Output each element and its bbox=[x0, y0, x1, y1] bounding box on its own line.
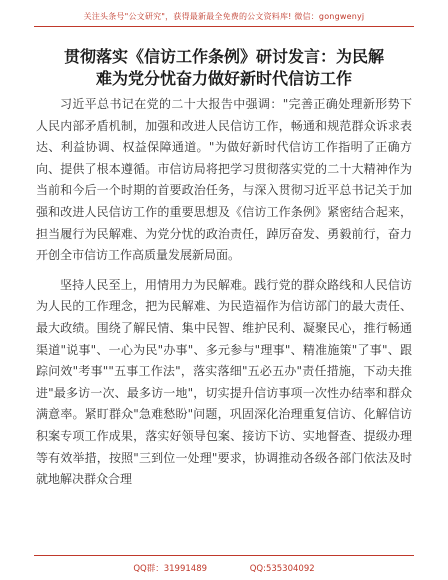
document-body bbox=[36, 94, 412, 499]
footer-qq-contact: QQ:535304092 bbox=[249, 564, 315, 574]
paragraph-2: 坚持人民至上，用情用力为民解难。践行党的群众路线和人民信访为人民的工作理念，把为民解难、为民造福作为信访部门的最大责任、最大政绩。围绕了解民情、集中民智、维护民利、凝聚民心，推行畅通渠道"说事"、一心为民"办事"、多元参与"理事"、精准施策"了事"、跟踪问效"考事""五事工作法"，落实落细"五必五办"责任措施，下动夫推进"最多访一次、最多访一地"，切实提升信访事项一次性办结率和群众满意率。紧盯群众"急难愁盼"问题，巩固深化治理重复信访、化解信访积案专项工作成果，落实好领导包案、接访下访、实地督查、提级办理等有效举措，按照"三到位一处理"要求，协调推动各级各部门依法及时就地解决群众合理 bbox=[36, 277, 412, 487]
page-title bbox=[34, 46, 414, 90]
header-divider bbox=[34, 26, 414, 27]
title-line-2: 难为党分忧奋力做好新时代信访工作 bbox=[95, 69, 352, 88]
footer-qq-group: QQ群：31991489 bbox=[133, 564, 208, 574]
title-line-1: 贯彻落实《信访工作条例》研讨发言：为民解 bbox=[63, 47, 384, 66]
page-header bbox=[0, 0, 448, 40]
footer-divider bbox=[34, 555, 414, 556]
page-footer bbox=[0, 562, 448, 574]
paragraph-1: 习近平总书记在党的二十大报告中强调："完善正确处理新形势下人民内部矛盾机制，加强和改进人民信访工作，畅通和规范群众诉求表达、利益协调、权益保障通道。"为做好新时代信访工作指明了正确方向、提供了根本遵循。市信访局将把学习贯彻落实党的二十大精神作为当前和今后一个时期的首要政治任务，与深入贯彻习近平总书记关于加强和改进人民信访工作的重要思想及《信访工作条例》紧密结合起来，担当履行为民解难、为党分忧的政治责任，踔厉奋发、勇毅前行，奋力开创全市信访工作高质量发展新局面。 bbox=[36, 97, 412, 263]
header-promo-text: 关注头条号"公文研究"，获得最新最全免费的公文资料库! 微信：gongwenyj bbox=[83, 12, 365, 21]
